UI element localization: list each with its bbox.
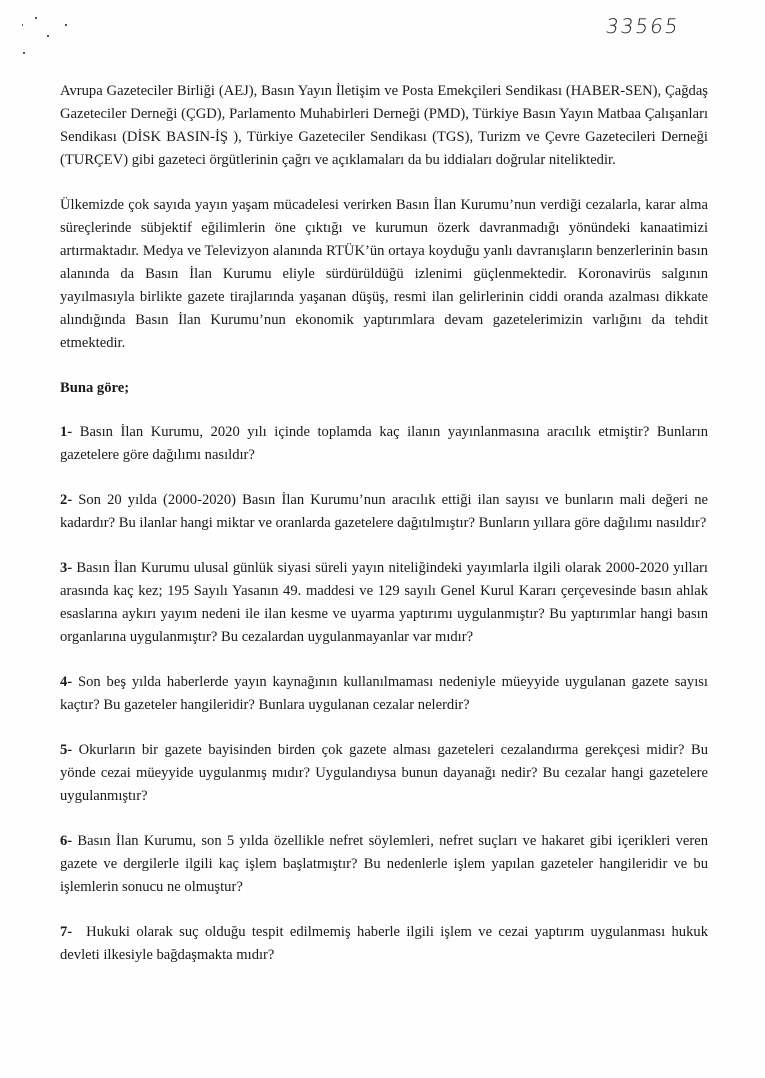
question-number: 2- <box>60 492 73 508</box>
section-heading: Buna göre; <box>60 380 130 396</box>
question-number: 3- <box>60 560 73 576</box>
question-number: 7- <box>60 924 73 940</box>
question-text: Son beş yılda haberlerde yayın kaynağının kullanılmaması nedeniyle müeyyide uygulanan gazete sayısı kaçtır? Bu gazeteler hangileridir? Bunlara uygulanan cezalar nelerdir? <box>60 674 708 713</box>
question-text: Basın İlan Kurumu ulusal günlük siyasi süreli yayın niteliğindeki yayımlarla ilgili olarak 2000-2020 yılları arasında kaç kez; 195 Sayılı Yasanın 49. maddesi ve 129 sayılı Genel Kurul Kararı çerçevesinde basın ahlak esaslarına aykırı yayım nedeni ile ilan kesme ve uyarma yaptırımı uygulanmıştır? Bu yaptırımlar hangi basın organlarına uygulanmıştır? Bu cezalardan uygulanmayanlar var mıdır? <box>60 560 708 645</box>
question-number: 1- <box>60 424 73 440</box>
scan-speck <box>47 35 49 37</box>
question-4 <box>60 671 708 717</box>
intro-paragraph-organizations: Avrupa Gazeteciler Birliği (AEJ), Basın Yayın İletişim ve Posta Emekçileri Sendikası (HABER-SEN), Çağdaş Gazeteciler Derneği (ÇGD), Parlamento Muhabirleri Derneği (PMD), Türkiye Basın Yayın Matbaa Çalışanları Sendikası (DİSK BASIN-İŞ ), Türkiye Gazeteciler Sendikası (TGS), Turizm ve Çevre Gazetecileri Derneği (TURÇEV) gibi gazeteci örgütlerinin çağrı ve açıklamaları da bu iddiaları doğrular niteliktedir. <box>60 83 708 168</box>
intro-paragraph-context: Ülkemizde çok sayıda yayın yaşam mücadelesi verirken Basın İlan Kurumu’nun verdiği cezalarla, karar alma süreçlerinde sübjektif eğilimlerin öne çıktığı ve kurumun özerk davranmadığı yönündeki kanaatimizi artırmaktadır. Medya ve Televizyon alanında RTÜK’ün ortaya koyduğu yanlı davranışların benzerlerinin basın alanında da Basın İlan Kurumu eliyle sürdürüldüğü izlenimi güçlenmektedir. Koronavirüs salgının yayılmasıyla birlikte gazete tirajlarında yaşanan düşüş, resmi ilan gelirlerinin ciddi oranda azalması dikkate alındığında Basın İlan Kurumu’nun ekonomik yaptırımlara devam gazetelerimizin varlığını da tehdit etmektedir. <box>60 197 708 351</box>
scan-speck <box>23 52 25 54</box>
question-text: Okurların bir gazete bayisinden birden çok gazete alması gazeteleri cezalandırma gerekçesi midir? Bu yönde cezai müeyyide uygulanmış mıdır? Uygulandıysa bunun dayanağı nedir? Bu cezalar hangi gazetelere uygulanmıştır? <box>60 742 708 804</box>
handwritten-document-number: 33565 <box>604 14 682 38</box>
question-2 <box>60 489 708 535</box>
question-text: Basın İlan Kurumu, 2020 yılı içinde toplamda kaç ilanın yayınlanmasına aracılık etmiştir? Bunların gazetelere göre dağılımı nasıldır? <box>60 424 708 463</box>
question-number: 5- <box>60 742 73 758</box>
question-5 <box>60 739 708 808</box>
question-number: 4- <box>60 674 73 690</box>
question-text: Hukuki olarak suç olduğu tespit edilmemiş haberle ilgili işlem ve cezai yaptırım uygulanması hukuk devleti ilkesiyle bağdaşmakta mıdır? <box>60 924 708 963</box>
document-body <box>60 80 708 989</box>
question-7 <box>60 921 708 967</box>
question-text: Basın İlan Kurumu, son 5 yılda özellikle nefret söylemleri, nefret suçları ve hakaret gibi içerikleri veren gazete ve dergilerle ilgili kaç işlem başlatmıştır? Bu nedenlerle işlem yapılan gazeteler hangileridir ve bu işlemlerin sonucu ne olmuştur? <box>60 833 708 895</box>
question-1 <box>60 421 708 467</box>
question-number: 6- <box>60 833 73 849</box>
question-text: Son 20 yılda (2000-2020) Basın İlan Kurumu’nun aracılık ettiği ilan sayısı ve bunların mali değeri ne kadardır? Bu ilanlar hangi miktar ve oranlarda gazetelere dağıtılmıştır? Bunların yıllara göre dağılımı nasıldır? <box>60 492 708 531</box>
scan-speck <box>22 24 23 26</box>
scan-speck <box>65 24 67 26</box>
question-6 <box>60 830 708 899</box>
question-3 <box>60 557 708 649</box>
scan-speck <box>35 17 37 19</box>
